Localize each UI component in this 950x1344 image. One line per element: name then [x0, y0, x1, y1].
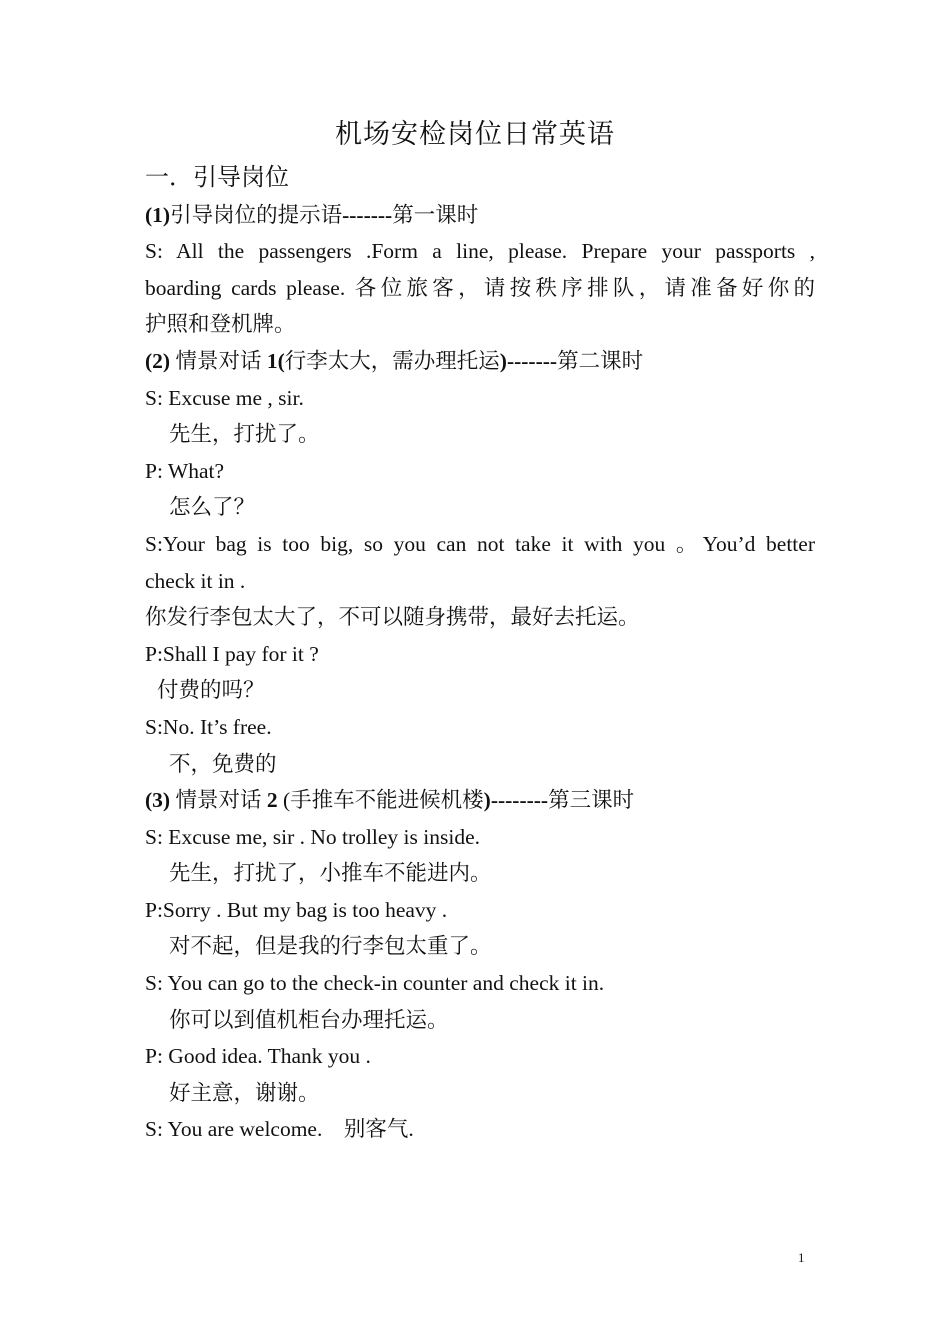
- part-lesson: 第二课时: [557, 348, 644, 373]
- part-text: 情景对话: [170, 348, 267, 373]
- dialog-translation: 不，免费的: [169, 751, 277, 776]
- dialog-translation: 你可以到值机柜台办理托运。: [169, 1007, 449, 1032]
- part-topic-open: (: [277, 788, 291, 813]
- page-number: 1: [798, 1250, 805, 1265]
- dialog-line: S: Excuse me , sir.: [145, 385, 304, 410]
- dialog-translation: 先生，打扰了，小推车不能进内。: [169, 861, 492, 886]
- dialog-line: P: What?: [145, 458, 225, 483]
- dialog-translation: 对不起，但是我的行李包太重了。: [169, 934, 492, 959]
- dialog-number: 2: [266, 788, 278, 813]
- prompt-line: 护照和登机牌。: [145, 312, 296, 337]
- part-topic: 手推车不能进候机楼: [290, 788, 484, 813]
- part-heading-1: [145, 197, 815, 234]
- dialog-line: S: You can go to the check-in counter and check it in.: [145, 971, 605, 996]
- dialog-translation: 好主意，谢谢。: [169, 1080, 320, 1105]
- prompt-line: S: All the passengers .Form a line, please. Prepare your passports ,: [145, 239, 815, 264]
- part-dashes: )-------: [499, 348, 558, 373]
- dialog-translation: 付费的吗？: [157, 678, 265, 703]
- part-text: 引导岗位的提示语: [170, 202, 343, 227]
- dialog-line: S: You are welcome. 别客气.: [145, 1117, 414, 1142]
- dialog-line: S: Excuse me, sir . No trolley is inside.: [145, 824, 481, 849]
- part-heading-3: [145, 782, 815, 819]
- dialog-line: check it in .: [145, 568, 246, 593]
- dialog-line: P: Good idea. Thank you .: [145, 1044, 371, 1069]
- part-number: (1): [145, 202, 171, 227]
- dialog-line: P:Sorry . But my bag is too heavy .: [145, 897, 448, 922]
- dialog-line: S:No. It’s free.: [145, 714, 272, 739]
- part-topic: 行李太大，需办理托运: [284, 348, 500, 373]
- dialog-line: P:Shall I pay for it ?: [145, 641, 319, 666]
- part-number: (3): [145, 788, 171, 813]
- page-title: 机场安检岗位日常英语: [335, 119, 615, 150]
- part-number: (2): [145, 348, 171, 373]
- dialog-translation: 你发行李包太大了，不可以随身携带，最好去托运。: [145, 605, 640, 630]
- section-heading: 一．引导岗位: [145, 165, 289, 191]
- part-text: 情景对话: [170, 788, 267, 813]
- part-dashes: -------: [342, 202, 393, 227]
- dialog-number: 1(: [266, 348, 285, 373]
- part-lesson: 第三课时: [548, 788, 635, 813]
- prompt-line: boarding cards please. 各位旅客，请按秩序排队，请准备好你的: [145, 275, 815, 300]
- part-heading-2: [145, 343, 815, 380]
- part-dashes: )--------: [483, 788, 549, 813]
- document-body: [145, 160, 815, 1148]
- dialog-translation: 先生，打扰了。: [169, 422, 320, 447]
- dialog-line: S:Your bag is too big, so you can not take it with you 。You’d better: [145, 531, 815, 556]
- dialog-translation: 怎么了？: [169, 495, 256, 520]
- part-lesson: 第一课时: [392, 202, 479, 227]
